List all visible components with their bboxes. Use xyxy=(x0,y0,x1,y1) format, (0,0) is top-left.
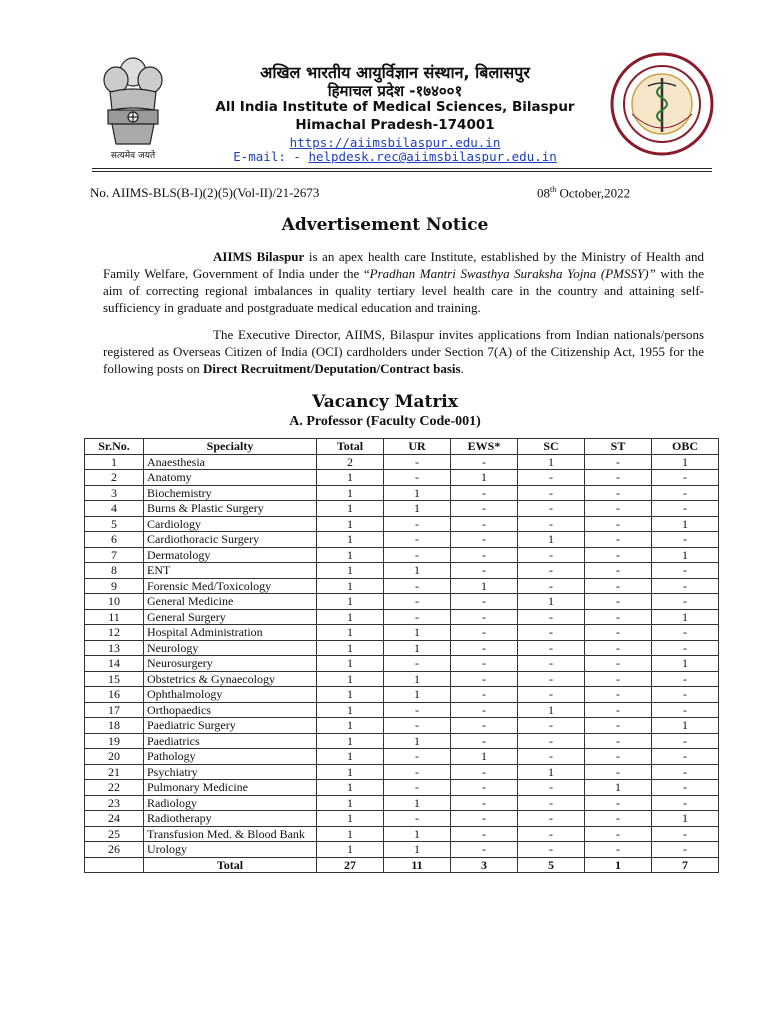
sr-no-cell: 10 xyxy=(85,594,144,610)
ur-cell: - xyxy=(384,764,451,780)
sc-cell: - xyxy=(518,578,585,594)
obc-cell: - xyxy=(652,563,719,579)
emblem-motto: सत्यमेव जयते xyxy=(110,151,156,161)
ur-cell: - xyxy=(384,749,451,765)
total-cell: 2 xyxy=(317,454,384,470)
sr-no-cell: 7 xyxy=(85,547,144,563)
specialty-cell: Anaesthesia xyxy=(144,454,317,470)
sr-no-cell xyxy=(85,857,144,873)
sc-cell: 5 xyxy=(518,857,585,873)
ur-cell: - xyxy=(384,516,451,532)
obc-cell: - xyxy=(652,749,719,765)
sr-no-cell: 24 xyxy=(85,811,144,827)
st-cell: - xyxy=(585,578,652,594)
specialty-cell: Cardiology xyxy=(144,516,317,532)
ur-cell: 1 xyxy=(384,563,451,579)
sc-cell: - xyxy=(518,687,585,703)
table-row xyxy=(85,594,719,610)
ews-cell: - xyxy=(451,501,518,517)
total-cell: 1 xyxy=(317,532,384,548)
ur-cell: - xyxy=(384,609,451,625)
ews-cell: - xyxy=(451,609,518,625)
ur-cell: - xyxy=(384,547,451,563)
sr-no-cell: 26 xyxy=(85,842,144,858)
sc-cell: - xyxy=(518,625,585,641)
specialty-cell: ENT xyxy=(144,563,317,579)
vacancy-heading: Vacancy Matrix xyxy=(312,392,458,412)
ews-cell: - xyxy=(451,842,518,858)
sc-cell: - xyxy=(518,780,585,796)
table-row xyxy=(85,842,719,858)
sc-cell: - xyxy=(518,547,585,563)
ur-cell: 1 xyxy=(384,640,451,656)
sc-cell: - xyxy=(518,671,585,687)
sc-cell: - xyxy=(518,718,585,734)
st-cell: - xyxy=(585,702,652,718)
total-cell: 1 xyxy=(317,625,384,641)
sr-no-cell: 4 xyxy=(85,501,144,517)
st-cell: - xyxy=(585,609,652,625)
obc-cell: 1 xyxy=(652,454,719,470)
ews-cell: - xyxy=(451,594,518,610)
ur-cell: - xyxy=(384,811,451,827)
total-cell: 27 xyxy=(317,857,384,873)
scheme-name: Pradhan Mantri Swasthya Suraksha Yojna (PMSSY)” xyxy=(369,266,656,281)
table-row xyxy=(85,640,719,656)
specialty-cell: Pathology xyxy=(144,749,317,765)
institute-state-hindi: हिमाचल प्रदेश -१७४००१ xyxy=(327,82,463,100)
column-header: Sr.No. xyxy=(85,439,144,455)
sr-no-cell: 11 xyxy=(85,609,144,625)
total-row xyxy=(85,857,719,873)
sc-cell: - xyxy=(518,795,585,811)
vacancy-table xyxy=(84,438,719,873)
obc-cell: - xyxy=(652,578,719,594)
sr-no-cell: 6 xyxy=(85,532,144,548)
total-cell: 1 xyxy=(317,671,384,687)
total-cell: 1 xyxy=(317,764,384,780)
ews-cell: - xyxy=(451,764,518,780)
intro-text-2: with the aim of correcting regional imbalances in quality tertiary level health care in the country and attaining self-sufficiency in graduate and postgraduate medical education and training. xyxy=(103,266,704,315)
sc-cell: 1 xyxy=(518,454,585,470)
sc-cell: 1 xyxy=(518,594,585,610)
invitation-paragraph xyxy=(103,326,704,377)
st-cell: - xyxy=(585,532,652,548)
column-header: Total xyxy=(317,439,384,455)
obc-cell: - xyxy=(652,640,719,656)
intro-lead: AIIMS Bilaspur xyxy=(213,249,305,264)
obc-cell: 1 xyxy=(652,547,719,563)
sr-no-cell: 15 xyxy=(85,671,144,687)
table-row xyxy=(85,625,719,641)
obc-cell: - xyxy=(652,795,719,811)
st-cell: - xyxy=(585,594,652,610)
sc-cell: - xyxy=(518,609,585,625)
obc-cell: 1 xyxy=(652,811,719,827)
st-cell: - xyxy=(585,516,652,532)
table-row xyxy=(85,578,719,594)
st-cell: - xyxy=(585,795,652,811)
table-row xyxy=(85,516,719,532)
st-cell: - xyxy=(585,749,652,765)
table-row xyxy=(85,764,719,780)
page-title: Advertisement Notice xyxy=(281,215,489,235)
specialty-cell: Forensic Med/Toxicology xyxy=(144,578,317,594)
specialty-cell: Pulmonary Medicine xyxy=(144,780,317,796)
ur-cell: 1 xyxy=(384,842,451,858)
sc-cell: - xyxy=(518,811,585,827)
sr-no-cell: 23 xyxy=(85,795,144,811)
ur-cell: - xyxy=(384,702,451,718)
table-row xyxy=(85,687,719,703)
total-cell: 1 xyxy=(317,640,384,656)
st-cell: - xyxy=(585,718,652,734)
sr-no-cell: 21 xyxy=(85,764,144,780)
sc-cell: - xyxy=(518,485,585,501)
sr-no-cell: 25 xyxy=(85,826,144,842)
sc-cell: 1 xyxy=(518,532,585,548)
sr-no-cell: 12 xyxy=(85,625,144,641)
sc-cell: - xyxy=(518,826,585,842)
ews-cell: 3 xyxy=(451,857,518,873)
st-cell: - xyxy=(585,687,652,703)
specialty-cell: Ophthalmology xyxy=(144,687,317,703)
sr-no-cell: 19 xyxy=(85,733,144,749)
header-divider xyxy=(92,168,712,169)
national-emblem-icon xyxy=(92,50,174,162)
st-cell: - xyxy=(585,842,652,858)
specialty-cell: General Surgery xyxy=(144,609,317,625)
total-cell: 1 xyxy=(317,547,384,563)
ews-cell: - xyxy=(451,671,518,687)
vacancy-table-body xyxy=(85,454,719,873)
sc-cell: - xyxy=(518,733,585,749)
specialty-cell: Neurology xyxy=(144,640,317,656)
vacancy-subheading: A. Professor (Faculty Code-001) xyxy=(289,414,481,429)
ur-cell: 1 xyxy=(384,501,451,517)
sr-no-cell: 22 xyxy=(85,780,144,796)
table-row xyxy=(85,702,719,718)
specialty-cell: Orthopaedics xyxy=(144,702,317,718)
total-cell: 1 xyxy=(317,702,384,718)
obc-cell: - xyxy=(652,532,719,548)
table-row xyxy=(85,547,719,563)
ews-cell: - xyxy=(451,485,518,501)
intro-paragraph xyxy=(103,248,704,316)
st-cell: - xyxy=(585,625,652,641)
st-cell: - xyxy=(585,656,652,672)
ur-cell: 1 xyxy=(384,733,451,749)
obc-cell: 1 xyxy=(652,656,719,672)
aiims-logo-icon xyxy=(610,52,714,156)
obc-cell: - xyxy=(652,671,719,687)
specialty-cell: Radiotherapy xyxy=(144,811,317,827)
obc-cell: - xyxy=(652,842,719,858)
recruitment-basis: Direct Recruitment/Deputation/Contract basis xyxy=(203,361,461,376)
st-cell: - xyxy=(585,826,652,842)
sr-no-cell: 14 xyxy=(85,656,144,672)
total-cell: 1 xyxy=(317,501,384,517)
obc-cell: - xyxy=(652,733,719,749)
email-line xyxy=(200,149,590,164)
ews-cell: - xyxy=(451,516,518,532)
total-cell: 1 xyxy=(317,826,384,842)
ur-cell: 1 xyxy=(384,485,451,501)
obc-cell: - xyxy=(652,764,719,780)
st-cell: 1 xyxy=(585,780,652,796)
obc-cell: 1 xyxy=(652,718,719,734)
header-divider-thin xyxy=(92,171,712,172)
column-header: Specialty xyxy=(144,439,317,455)
st-cell: - xyxy=(585,470,652,486)
ews-cell: - xyxy=(451,656,518,672)
sr-no-cell: 5 xyxy=(85,516,144,532)
st-cell: - xyxy=(585,454,652,470)
sc-cell: - xyxy=(518,656,585,672)
ur-cell: 1 xyxy=(384,625,451,641)
specialty-cell: Burns & Plastic Surgery xyxy=(144,501,317,517)
ews-cell: 1 xyxy=(451,578,518,594)
specialty-cell: Obstetrics & Gynaecology xyxy=(144,671,317,687)
ews-cell: - xyxy=(451,718,518,734)
column-header: OBC xyxy=(652,439,719,455)
ews-cell: - xyxy=(451,625,518,641)
obc-cell: 1 xyxy=(652,609,719,625)
st-cell: - xyxy=(585,671,652,687)
sr-no-cell: 3 xyxy=(85,485,144,501)
specialty-cell: Hospital Administration xyxy=(144,625,317,641)
column-header: EWS* xyxy=(451,439,518,455)
ur-cell: 11 xyxy=(384,857,451,873)
total-cell: 1 xyxy=(317,485,384,501)
table-row xyxy=(85,671,719,687)
invitation-end: . xyxy=(460,361,464,376)
total-cell: 1 xyxy=(317,842,384,858)
total-cell: 1 xyxy=(317,811,384,827)
table-row xyxy=(85,749,719,765)
obc-cell: - xyxy=(652,501,719,517)
st-cell: - xyxy=(585,547,652,563)
sr-no-cell: 13 xyxy=(85,640,144,656)
obc-cell: - xyxy=(652,470,719,486)
date-suffix: th xyxy=(550,185,557,194)
column-header: ST xyxy=(585,439,652,455)
ur-cell: - xyxy=(384,718,451,734)
email-link[interactable]: helpdesk.rec@aiimsbilaspur.edu.in xyxy=(308,149,557,164)
total-cell: 1 xyxy=(317,470,384,486)
ur-cell: - xyxy=(384,656,451,672)
sr-no-cell: 2 xyxy=(85,470,144,486)
sc-cell: - xyxy=(518,516,585,532)
ews-cell: - xyxy=(451,532,518,548)
total-cell: 1 xyxy=(317,795,384,811)
email-label: E-mail: - xyxy=(233,149,309,164)
sc-cell: - xyxy=(518,640,585,656)
total-cell: 1 xyxy=(317,516,384,532)
ews-cell: - xyxy=(451,563,518,579)
ur-cell: - xyxy=(384,470,451,486)
ews-cell: - xyxy=(451,733,518,749)
ews-cell: 1 xyxy=(451,749,518,765)
notice-date xyxy=(537,185,630,201)
institute-state: Himachal Pradesh-174001 xyxy=(295,117,495,133)
website-link[interactable]: https://aiimsbilaspur.edu.in xyxy=(289,135,501,150)
specialty-cell: Psychiatry xyxy=(144,764,317,780)
table-row xyxy=(85,470,719,486)
sr-no-cell: 18 xyxy=(85,718,144,734)
date-rest: October,2022 xyxy=(556,185,631,201)
ur-cell: 1 xyxy=(384,826,451,842)
obc-cell: 7 xyxy=(652,857,719,873)
obc-cell: - xyxy=(652,702,719,718)
obc-cell: 1 xyxy=(652,516,719,532)
total-cell: 1 xyxy=(317,578,384,594)
ur-cell: - xyxy=(384,454,451,470)
total-cell: 1 xyxy=(317,749,384,765)
table-header-row xyxy=(85,439,719,455)
table-row xyxy=(85,532,719,548)
ews-cell: - xyxy=(451,702,518,718)
total-cell: 1 xyxy=(317,733,384,749)
total-cell: 1 xyxy=(317,594,384,610)
specialty-cell: Radiology xyxy=(144,795,317,811)
specialty-cell: Cardiothoracic Surgery xyxy=(144,532,317,548)
table-row xyxy=(85,656,719,672)
sc-cell: 1 xyxy=(518,764,585,780)
ews-cell: - xyxy=(451,811,518,827)
obc-cell: - xyxy=(652,594,719,610)
ews-cell: - xyxy=(451,454,518,470)
sc-cell: - xyxy=(518,842,585,858)
table-row xyxy=(85,795,719,811)
ur-cell: 1 xyxy=(384,687,451,703)
obc-cell: - xyxy=(652,625,719,641)
total-cell: 1 xyxy=(317,718,384,734)
total-cell: 1 xyxy=(317,609,384,625)
column-header: SC xyxy=(518,439,585,455)
specialty-cell: Dermatology xyxy=(144,547,317,563)
table-row xyxy=(85,718,719,734)
specialty-cell: Paediatric Surgery xyxy=(144,718,317,734)
total-cell: 1 xyxy=(317,687,384,703)
sc-cell: - xyxy=(518,501,585,517)
table-row xyxy=(85,501,719,517)
date-day: 08 xyxy=(537,185,550,201)
st-cell: - xyxy=(585,764,652,780)
invitation-text: The Executive Director, AIIMS, Bilaspur invites applications from Indian nationals/persons registered as Overseas Citizen of India (OCI) cardholders under Section 7(A) of the Citizenship Act, 1955 for the following posts on xyxy=(103,327,704,376)
ews-cell: - xyxy=(451,780,518,796)
ur-cell: - xyxy=(384,578,451,594)
table-row xyxy=(85,609,719,625)
total-cell: 1 xyxy=(317,563,384,579)
institute-name-hindi: अखिल भारतीय आयुर्विज्ञान संस्थान, बिलासपुर xyxy=(260,63,530,82)
ews-cell: - xyxy=(451,826,518,842)
sr-no-cell: 8 xyxy=(85,563,144,579)
ews-cell: - xyxy=(451,795,518,811)
obc-cell: - xyxy=(652,826,719,842)
ur-cell: - xyxy=(384,780,451,796)
table-row xyxy=(85,811,719,827)
st-cell: - xyxy=(585,640,652,656)
institute-name: All India Institute of Medical Sciences, Bilaspur xyxy=(215,99,575,115)
specialty-cell: Total xyxy=(144,857,317,873)
ur-cell: - xyxy=(384,532,451,548)
specialty-cell: Urology xyxy=(144,842,317,858)
total-cell: 1 xyxy=(317,656,384,672)
sr-no-cell: 16 xyxy=(85,687,144,703)
table-row xyxy=(85,563,719,579)
specialty-cell: Transfusion Med. & Blood Bank xyxy=(144,826,317,842)
ews-cell: 1 xyxy=(451,470,518,486)
column-header: UR xyxy=(384,439,451,455)
sr-no-cell: 1 xyxy=(85,454,144,470)
table-row xyxy=(85,826,719,842)
sc-cell: - xyxy=(518,563,585,579)
obc-cell: - xyxy=(652,485,719,501)
ur-cell: 1 xyxy=(384,795,451,811)
sr-no-cell: 20 xyxy=(85,749,144,765)
ews-cell: - xyxy=(451,547,518,563)
sr-no-cell: 9 xyxy=(85,578,144,594)
table-row xyxy=(85,733,719,749)
st-cell: - xyxy=(585,811,652,827)
table-row xyxy=(85,780,719,796)
ur-cell: 1 xyxy=(384,671,451,687)
sc-cell: - xyxy=(518,749,585,765)
obc-cell: - xyxy=(652,780,719,796)
ews-cell: - xyxy=(451,640,518,656)
ews-cell: - xyxy=(451,687,518,703)
st-cell: - xyxy=(585,563,652,579)
intro-text-1: is an apex health care Institute, established by the Ministry of Health and Family Welfare, Government of India under the “ xyxy=(103,249,704,281)
total-cell: 1 xyxy=(317,780,384,796)
reference-number: No. AIIMS-BLS(B-I)(2)(5)(Vol-II)/21-2673 xyxy=(90,185,320,200)
obc-cell: - xyxy=(652,687,719,703)
specialty-cell: Biochemistry xyxy=(144,485,317,501)
specialty-cell: General Medicine xyxy=(144,594,317,610)
sc-cell: 1 xyxy=(518,702,585,718)
st-cell: - xyxy=(585,733,652,749)
st-cell: 1 xyxy=(585,857,652,873)
specialty-cell: Neurosurgery xyxy=(144,656,317,672)
table-row xyxy=(85,485,719,501)
sc-cell: - xyxy=(518,470,585,486)
sr-no-cell: 17 xyxy=(85,702,144,718)
specialty-cell: Paediatrics xyxy=(144,733,317,749)
specialty-cell: Anatomy xyxy=(144,470,317,486)
table-row xyxy=(85,454,719,470)
st-cell: - xyxy=(585,485,652,501)
ur-cell: - xyxy=(384,594,451,610)
st-cell: - xyxy=(585,501,652,517)
